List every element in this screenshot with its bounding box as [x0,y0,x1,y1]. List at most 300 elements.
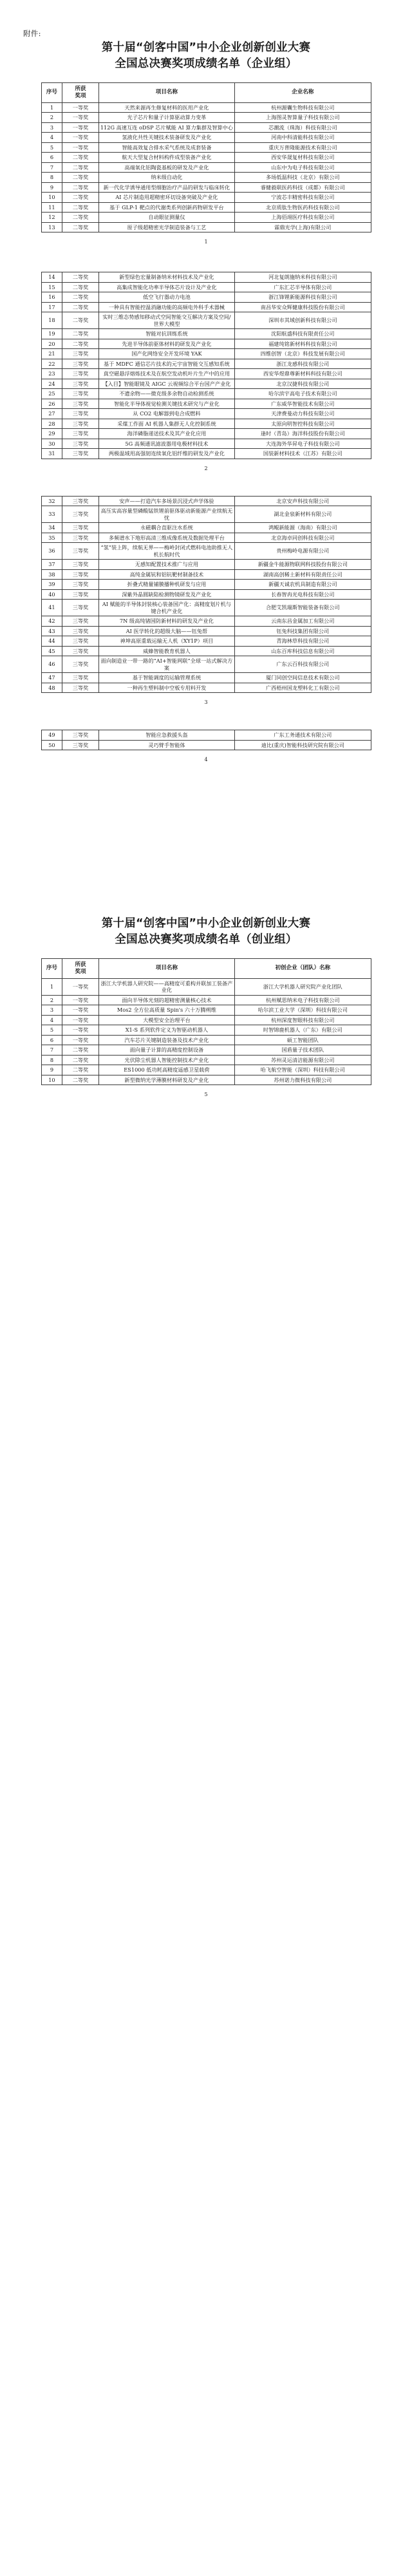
table-row [41,1045,371,1056]
table-row [41,173,371,183]
table-row [41,193,371,203]
cell-award: 三等奖 [62,369,98,379]
table-row [41,102,371,113]
cell-project: 7N 级高纯锗国防新材料的研发及产业化 [98,616,234,627]
page-number-1: 1 [204,239,208,245]
cell-company: 杭州深度智眼科技有限公司 [235,1015,371,1025]
cell-seq: 29 [41,429,62,439]
cell-project: 面向制造业一带一路的“AI+智能网联”全球一站式解决方案 [98,656,234,673]
cell-project: 一种具有智能控温消融功能的高频电外科手术器械 [98,302,234,312]
table-header-row [41,82,371,102]
cell-award: 三等奖 [62,349,98,359]
cell-project: “氢”装上阵，续航无界——梅岭封闭式燃料电池助推无人机长航时代 [98,543,234,560]
cell-company: 新疆金牛能源物联网科技股份有限公司 [235,560,371,570]
table-row [41,389,371,399]
cell-seq: 5 [41,142,62,153]
cell-project: 【入目】智能眼镜及 AIGC 云视频综合平台国产产业化 [98,379,234,389]
cell-seq: 4 [41,133,62,143]
title-line-1: 第十届“创客中国”中小企业创新创业大赛 [101,41,311,54]
table-row [41,153,371,163]
cell-project: 无感知配置技术推广与应用 [98,560,234,570]
table-row [41,282,371,292]
cell-seq: 20 [41,339,62,349]
table-row [41,133,371,143]
cell-company: 哈尔滨宇高电子技术有限公司 [235,389,371,399]
table-body-part4 [41,730,371,750]
cell-seq: 2 [41,113,62,123]
cell-project: 真空磁悬浮熔炼技术及在航空发动机叶片生产中的应用 [98,369,234,379]
table-row [41,449,371,459]
cell-seq: 26 [41,399,62,409]
table-row [41,312,371,329]
cell-project: 智能高效复合排水采气系统及成套装备 [98,142,234,153]
table-row [41,616,371,627]
cell-project: 纳米级自动化 [98,173,234,183]
cell-award: 三等奖 [62,419,98,429]
cell-company: 多场低温科技（北京）有限公司 [235,173,371,183]
cell-award: 一等奖 [62,113,98,123]
cell-seq: 37 [41,560,62,570]
cell-project: 浙江大学机器人研究院——高精度可重构并联加工装备产业化 [98,978,234,995]
cell-project: 采煤工作面 AI 机器人集群无人化控制系统 [98,419,234,429]
cell-project: 从 CO2 电解器到电合成燃料 [98,409,234,419]
cell-project: 国产化网络安全开发环境 YAK [98,349,234,359]
cell-award: 二等奖 [62,282,98,292]
cell-seq: 40 [41,589,62,600]
table-row [41,589,371,600]
cell-award: 一等奖 [62,995,98,1005]
cell-project: 两极温域用高强韧连续氧化铝纤维的研发及产业化 [98,449,234,459]
cell-project: 神坤高原重载运输无人机（XY1P）项目 [98,636,234,647]
cell-seq: 44 [41,636,62,647]
cell-project: 面向半导体光刻的超精密测量核心技术 [98,995,234,1005]
cell-seq: 11 [41,202,62,213]
column-header-award: 所获 奖项 [62,82,98,102]
cell-seq: 3 [41,1005,62,1016]
cell-project: AI 医学转化的超级大脑——钰兔帮 [98,626,234,636]
page-number-4: 4 [204,757,208,763]
cell-company: 上海佰翊医疗科技有限公司 [235,213,371,223]
table-row [41,1015,371,1025]
cell-company: 湖北金泉新材料有限公司 [235,506,371,523]
cell-project: Mos2 全方位高质量 Spin's 六十万腾朔维 [98,1005,234,1016]
cell-company: 宁波芯丰精密科技有限公司 [235,193,371,203]
cell-project: 新型微纳光学薄膜材料研发及产业化 [98,1075,234,1085]
cell-company: 青海林草科技有限公司 [235,636,371,647]
cell-project: 智能对抗训练系统 [98,329,234,339]
cell-company: 杭州赋思纳米电子科技有限公司 [235,995,371,1005]
cell-seq: 5 [41,1025,62,1036]
cell-company: 河南中科清能科技有限公司 [235,133,371,143]
table-row [41,202,371,213]
cell-seq: 31 [41,449,62,459]
cell-award: 二等奖 [62,1055,98,1065]
cell-seq: 12 [41,213,62,223]
cell-project: 智能化半导体视觉检测关键技术研究与产业化 [98,399,234,409]
cell-project: 一种再生塑料制中空板专用料开发 [98,683,234,693]
cell-project: 基于 GLP-1 靶点的代谢类系列创新药物研发平台 [98,202,234,213]
cell-project: 高纯金属钪和铝钪靶材制备技术 [98,569,234,580]
cell-company: 杭州源囊生物科技有限公司 [235,102,371,113]
cell-award: 三等奖 [62,580,98,590]
cell-award: 二等奖 [62,312,98,329]
page-number-3: 3 [204,699,208,706]
cell-project: 安声——打造汽车多场景沉浸式声学体验 [98,496,234,506]
table-row [41,302,371,312]
cell-award: 三等奖 [62,506,98,523]
cell-seq: 49 [41,730,62,741]
cell-company: 浙江锋锂新能源科技有限公司 [235,292,371,303]
cell-award: 三等奖 [62,429,98,439]
cell-seq: 32 [41,496,62,506]
table-header-row-startup [41,958,371,978]
cell-company: 哈飞航空智能（深圳）科技有限公司 [235,1065,371,1075]
table-row [41,349,371,359]
cell-seq: 39 [41,580,62,590]
cell-project: ES1000 低功耗高精度遥感卫星载荷 [98,1065,234,1075]
document-page-4 [0,705,412,762]
cell-company: 山东中为电子科技有限公司 [235,162,371,173]
cell-company: 大连海外华昇电子科技有限公司 [235,439,371,449]
column-header-seq-2: 序号 [41,958,62,978]
cell-award: 三等奖 [62,569,98,580]
title2-line-1: 第十届“创客中国”中小企业创新创业大赛 [101,917,311,931]
cell-seq: 41 [41,600,62,616]
cell-company: 国装新材料技术（江苏）有限公司 [235,449,371,459]
cell-project: 高集成智能化功率半导体芯片设计及产业化 [98,282,234,292]
table-row [41,113,371,123]
table-row [41,1055,371,1065]
cell-award: 二等奖 [62,202,98,213]
cell-company: 云南东昌金属加工有限公司 [235,616,371,627]
table-row [41,560,371,570]
cell-company: 钰兔科技集团有限公司 [235,626,371,636]
cell-project: 航天大型复合材料构件成型装备产业化 [98,153,234,163]
cell-company: 上海图灵智算量子科技有限公司 [235,113,371,123]
table-row [41,656,371,673]
cell-seq: 25 [41,389,62,399]
cell-company: 太原向明智控科技有限公司 [235,419,371,429]
cell-award: 三等奖 [62,543,98,560]
table-row [41,1025,371,1036]
table-row [41,1035,371,1045]
cell-award: 三等奖 [62,533,98,543]
cell-company: 南昌华安众辉健康科技股份有限公司 [235,302,371,312]
table-row [41,978,371,995]
cell-seq: 1 [41,978,62,995]
cell-seq: 9 [41,1065,62,1075]
cell-project: 高压实高容量型磷酸锰铁锂前驱体驱动新能源产业续航无忧 [98,506,234,523]
cell-company: 硕工智能团队 [235,1035,371,1045]
cell-seq: 30 [41,439,62,449]
cell-company: 时智锦鹿机器人（广东）有限公司 [235,1025,371,1036]
table-row [41,543,371,560]
cell-seq: 36 [41,543,62,560]
cell-company: 贵州梅岭电源有限公司 [235,543,371,560]
table-row [41,673,371,683]
table-row [41,339,371,349]
cell-seq: 17 [41,302,62,312]
cell-seq: 8 [41,1055,62,1065]
cell-award: 二等奖 [62,153,98,163]
cell-award: 二等奖 [62,162,98,173]
cell-award: 二等奖 [62,302,98,312]
cell-company: 北京海卓同创科技有限公司 [235,533,371,543]
cell-company: 厦门同创空间信息技术有限公司 [235,673,371,683]
cell-award: 三等奖 [62,616,98,627]
table-row [41,379,371,389]
table-row [41,213,371,223]
cell-project: 多频谱水下地形高清三维成像系统及数据处理平台 [98,533,234,543]
table-row [41,419,371,429]
table-row [41,162,371,173]
cell-award: 二等奖 [62,339,98,349]
cell-award: 二等奖 [62,213,98,223]
cell-award: 二等奖 [62,1065,98,1075]
page-number-5: 5 [204,1092,208,1098]
cell-company: 北京质肽生物医药科技有限公司 [235,202,371,213]
table-row [41,399,371,409]
cell-award: 二等奖 [62,193,98,203]
cell-award: 二等奖 [62,1045,98,1056]
cell-award: 三等奖 [62,560,98,570]
cell-award: 三等奖 [62,449,98,459]
cell-company: 北京安声科技有限公司 [235,496,371,506]
document-page-3 [0,471,412,706]
column-header-seq: 序号 [41,82,62,102]
page-number-2: 2 [204,465,208,471]
cell-company: 广东汇芯半导体有限公司 [235,282,371,292]
cell-award: 一等奖 [62,142,98,153]
cell-seq: 42 [41,616,62,627]
cell-seq: 21 [41,349,62,359]
cell-company: 霖鼎光学(上海)有限公司 [235,222,371,232]
table-row [41,409,371,419]
cell-project: 大模型安全治理平台 [98,1015,234,1025]
table-body-part1 [41,102,371,232]
cell-seq: 43 [41,626,62,636]
table-row [41,142,371,153]
cell-award: 三等奖 [62,673,98,683]
cell-seq: 34 [41,523,62,533]
table-row [41,359,371,369]
cell-project: 智能应急救援头盔 [98,730,234,741]
table-row [41,523,371,533]
cell-project: 灵巧臂手智能体 [98,740,234,750]
enterprise-results-table-part1 [41,82,371,233]
document-page-5 [0,762,412,1097]
cell-seq: 1 [41,102,62,113]
cell-company: 广东工务通技术有限公司 [235,730,371,741]
cell-award: 三等奖 [62,439,98,449]
cell-seq: 3 [41,122,62,133]
cell-project: 永磁耦合直驱注水系统 [98,523,234,533]
cell-seq: 48 [41,683,62,693]
column-header-award-2: 所获 奖项 [62,958,98,978]
cell-award: 三等奖 [62,589,98,600]
cell-project: 自动眼征测量仪 [98,213,234,223]
cell-seq: 18 [41,312,62,329]
cell-project: AI 芯片制造用超精密环切设备突破及产业化 [98,193,234,203]
enterprise-results-table-part4 [41,730,371,750]
cell-award: 一等奖 [62,133,98,143]
cell-award: 一等奖 [62,122,98,133]
cell-company: 福建纯铭新材料科技有限公司 [235,339,371,349]
cell-project: 汽车芯片关键制造装备及技术产业化 [98,1035,234,1045]
cell-seq: 6 [41,153,62,163]
cell-project: 先进半导体前驱体材料的研发及产业化 [98,339,234,349]
table-row [41,496,371,506]
cell-award: 一等奖 [62,1035,98,1045]
cell-seq: 38 [41,569,62,580]
cell-seq: 22 [41,359,62,369]
table-row [41,429,371,439]
enterprise-results-table-part2 [41,272,371,459]
cell-project: AI 赋能的半导体封装核心装备国产化：高精度划片机与键合机产业化 [98,600,234,616]
cell-company: 广西梧州国龙塑料化工有限公司 [235,683,371,693]
cell-award: 二等奖 [62,173,98,183]
cell-award: 三等奖 [62,740,98,750]
cell-award: 一等奖 [62,1015,98,1025]
cell-seq: 33 [41,506,62,523]
column-header-team: 初创企业（团队）名称 [235,958,371,978]
cell-company: 苏州诺力微科技有限公司 [235,1075,371,1085]
cell-award: 二等奖 [62,292,98,303]
cell-seq: 4 [41,1015,62,1025]
cell-project: 面向量子计算的高精度控制设备 [98,1045,234,1056]
cell-award: 三等奖 [62,496,98,506]
cell-company: 北京汉捷科技有限公司 [235,379,371,389]
cell-company: 重庆万普隆能源技术有限公司 [235,142,371,153]
cell-project: 低空飞行器动力电池 [98,292,234,303]
cell-project: 112G 高速互连 oDSP 芯片赋能 AI 算力集群及智算中心 [98,122,234,133]
cell-award: 一等奖 [62,1005,98,1016]
cell-project: X1-S 系列软件定义为智驱动机器人 [98,1025,234,1036]
cell-award: 一等奖 [62,102,98,113]
cell-seq: 7 [41,1045,62,1056]
cell-seq: 8 [41,173,62,183]
cell-project: 基于智能调度的运输管理系统 [98,673,234,683]
cell-project: 实时三维态势感知移动式空间智能交互解决方案及空间/世界大模型 [98,312,234,329]
cell-seq: 35 [41,533,62,543]
page-title-enterprise [16,40,396,72]
cell-award: 三等奖 [62,646,98,656]
cell-company: 西安华煜鼎尊新材料科技有限公司 [235,369,371,379]
cell-project: 不遗余物——微克级多余物自动检测系统 [98,389,234,399]
cell-seq: 45 [41,646,62,656]
cell-seq: 28 [41,419,62,429]
cell-seq: 47 [41,673,62,683]
cell-award: 三等奖 [62,683,98,693]
table-row [41,1075,371,1085]
table-row [41,646,371,656]
cell-award: 三等奖 [62,399,98,409]
cell-award: 三等奖 [62,389,98,399]
table-row [41,1065,371,1075]
table-row [41,222,371,232]
cell-company: 苏州灵运清洁能源有限公司 [235,1055,371,1065]
cell-company: 河北复朗施纳米科技有限公司 [235,272,371,283]
table-row [41,580,371,590]
cell-seq: 10 [41,1075,62,1085]
table-row [41,272,371,283]
cell-company: 睿健毅联医药科技（成都）有限公司 [235,182,371,193]
cell-award: 一等奖 [62,978,98,995]
cell-seq: 27 [41,409,62,419]
cell-company: 鸿鲲新能源（海南）有限公司 [235,523,371,533]
table-row [41,1005,371,1016]
cell-seq: 9 [41,182,62,193]
cell-company: 国盾量子技术团队 [235,1045,371,1056]
cell-company: 逢时（青岛）海洋科技股份有限公司 [235,429,371,439]
cell-project: 天然来源再生修复材料的医用产业化 [98,102,234,113]
cell-seq: 23 [41,369,62,379]
cell-seq: 6 [41,1035,62,1045]
cell-company: 长春智冉光电科技有限公司 [235,589,371,600]
cell-award: 二等奖 [62,272,98,283]
table-row [41,292,371,303]
cell-project: 氢液化共性关键技术装备研发及产业化 [98,133,234,143]
table-row [41,683,371,693]
cell-award: 三等奖 [62,730,98,741]
cell-project: 深紫外晶圆缺陷检测物镜研发及产业化 [98,589,234,600]
table-body-startup [41,978,371,1085]
cell-project: 原子级超精密光学制造装备与工艺 [98,222,234,232]
cell-company: 天津费曼动力科技有限公司 [235,409,371,419]
table-row [41,506,371,523]
cell-seq: 15 [41,282,62,292]
cell-award: 三等奖 [62,379,98,389]
cell-award: 二等奖 [62,329,98,339]
cell-company: 芯潮流（珠海）科技有限公司 [235,122,371,133]
document-page-1 [0,0,412,245]
cell-company: 广东云百科技有限公司 [235,656,371,673]
cell-project: 基于 MDFC 通信芯片技术的元宇宙智能交互感知系统 [98,359,234,369]
table-row [41,122,371,133]
cell-company: 四维创智（北京）科技发展有限公司 [235,349,371,359]
cell-award: 三等奖 [62,409,98,419]
cell-seq: 16 [41,292,62,303]
cell-award: 三等奖 [62,523,98,533]
cell-company: 浙江龙感科技有限公司 [235,359,371,369]
column-header-project-2: 项目名称 [98,958,234,978]
cell-project: 5G 高频通讯滤波器用电极材料技术 [98,439,234,449]
cell-company: 山东百库科技信息有限公司 [235,646,371,656]
cell-seq: 24 [41,379,62,389]
cell-seq: 13 [41,222,62,232]
cell-seq: 19 [41,329,62,339]
cell-company: 广东威华智能技术有限公司 [235,399,371,409]
column-header-project: 项目名称 [98,82,234,102]
table-row [41,569,371,580]
table-body-part2 [41,272,371,459]
startup-results-table [41,958,371,1086]
cell-seq: 2 [41,995,62,1005]
cell-company: 浙江大学机器人研究院产业化团队 [235,978,371,995]
table-row [41,600,371,616]
cell-company: 迪比(重庆)智能科技研究院有限公司 [235,740,371,750]
cell-seq: 14 [41,272,62,283]
cell-award: 三等奖 [62,359,98,369]
cell-company: 湖南高创稀土新材料有限责任公司 [235,569,371,580]
title2-line-2: 全国总决赛奖项成绩名单（创业组） [115,933,297,947]
enterprise-results-table-part3 [41,496,371,694]
title-line-2: 全国总决赛奖项成绩名单（企业组） [115,57,297,70]
table-row [41,182,371,193]
cell-company: 深圳市其域创新科技有限公司 [235,312,371,329]
cell-seq: 50 [41,740,62,750]
cell-seq: 7 [41,162,62,173]
